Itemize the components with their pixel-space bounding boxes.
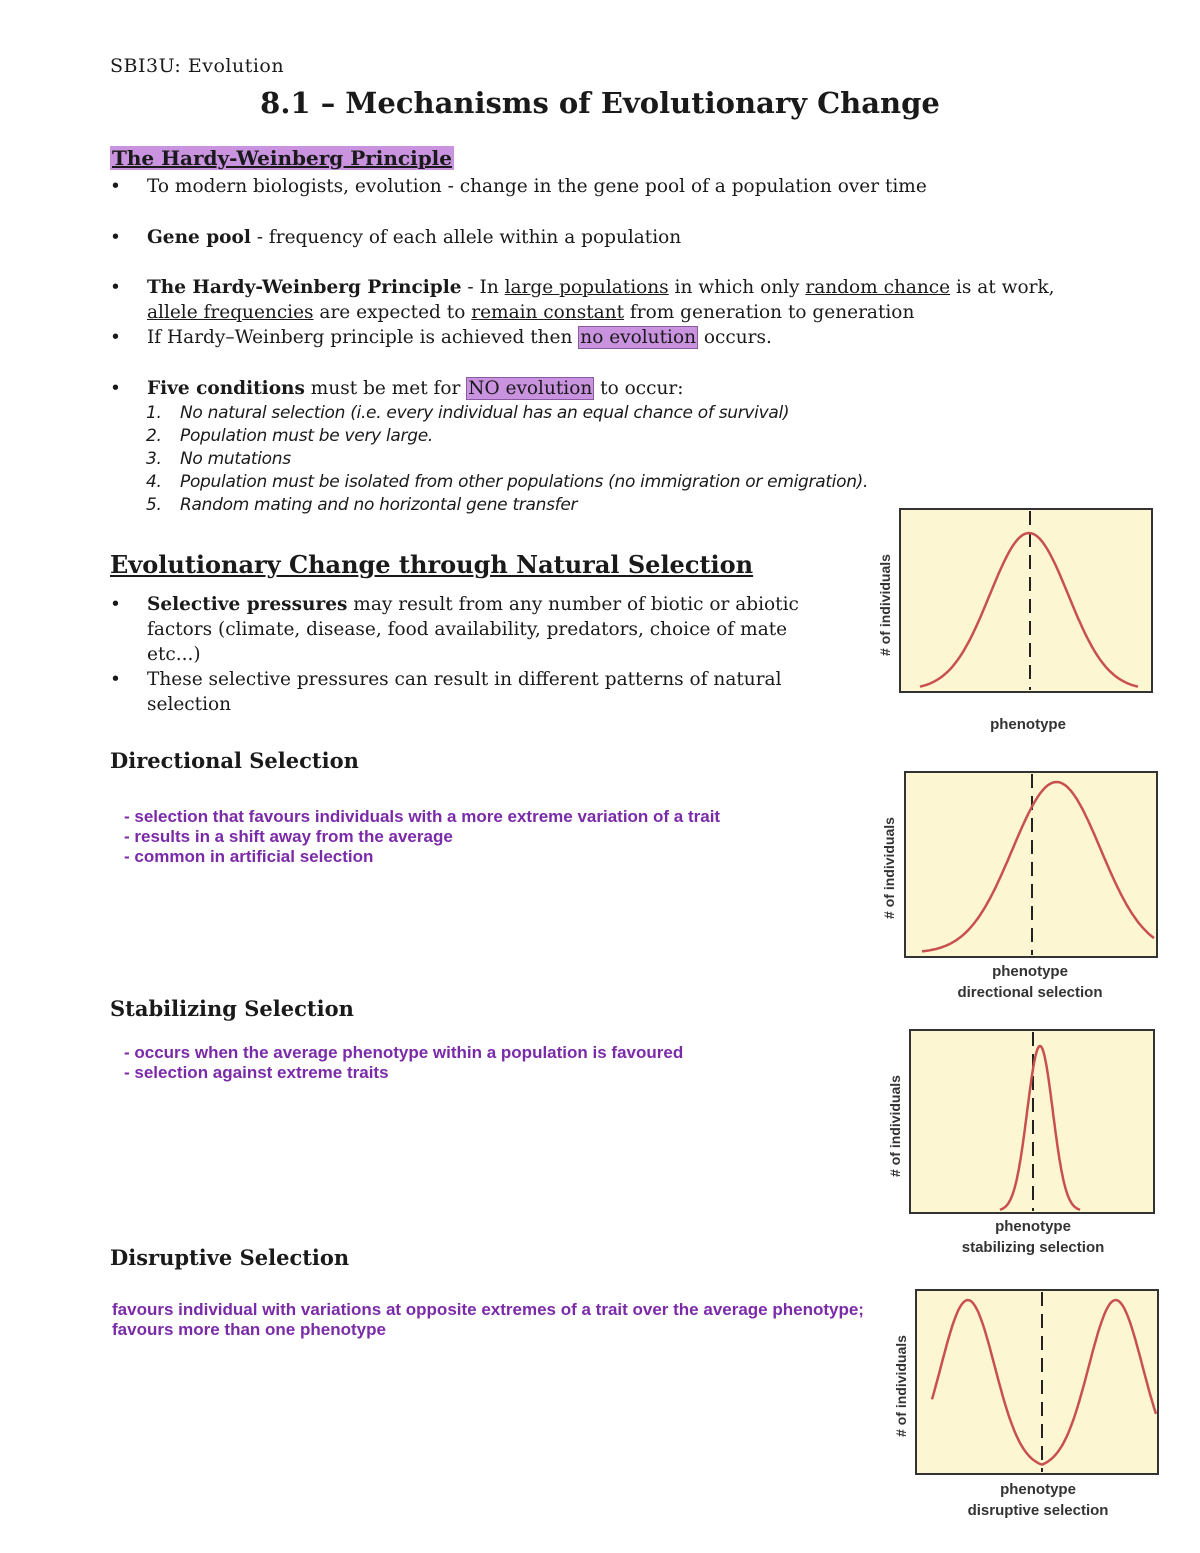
- definition-text: - frequency of each allele within a population: [250, 227, 682, 248]
- term: Selective pressures: [147, 594, 348, 615]
- item-text: Random mating and no horizontal gene transfer: [180, 495, 578, 515]
- x-axis-label: phenotype: [990, 716, 1066, 733]
- item-text: No natural selection (i.e. every individual has an equal chance of survival): [180, 403, 790, 423]
- conditions-list: [146, 402, 868, 517]
- condition-item: [146, 471, 868, 494]
- condition-item: [146, 425, 868, 448]
- y-axis-label: # of individuals: [887, 1075, 903, 1177]
- x-axis-label: phenotype: [995, 1218, 1071, 1235]
- chart-svg: [870, 505, 1170, 745]
- chart-caption: disruptive selection: [967, 1502, 1109, 1518]
- y-axis-label: # of individuals: [893, 1335, 909, 1437]
- ns-bullets: [110, 592, 830, 717]
- text: - In: [461, 277, 505, 298]
- selection-patterns-statement: • These selective pressures can result in different patterns of natural selection: [110, 667, 830, 717]
- underlined-term: large populations: [504, 277, 669, 298]
- chart-directional-selection: [870, 768, 1170, 1008]
- stabilizing-heading: Stabilizing Selection: [110, 996, 354, 1021]
- item-text: Population must be isolated from other populations (no immigration or emigration).: [180, 472, 869, 492]
- item-number: 1.: [146, 403, 162, 423]
- condition-item: [146, 448, 868, 471]
- note-line: - selection that favours individuals with a more extreme variation of a trait: [124, 807, 721, 826]
- item-number: 3.: [146, 449, 162, 469]
- note-line: - selection against extreme traits: [124, 1063, 389, 1082]
- text: If Hardy–Weinberg principle is achieved then: [147, 327, 579, 348]
- note-line: - common in artificial selection: [124, 847, 374, 866]
- text: is at work,: [950, 277, 1055, 298]
- hw-bullets-1: [110, 174, 1110, 199]
- item-number: 4.: [146, 472, 162, 492]
- note-line: favours individual with variations at opposite extremes of a trait over the average phenotype;: [112, 1300, 864, 1319]
- plot-area: [916, 1290, 1158, 1474]
- text: may result from any number of biotic or abiotic factors (climate, disease, food availability, predators, choice of mate etc...): [147, 594, 799, 665]
- chart-svg: [870, 1026, 1170, 1256]
- chart-svg: [870, 768, 1170, 1008]
- plot-area: [900, 509, 1152, 692]
- text: must be met for: [304, 378, 467, 399]
- term: Five conditions: [147, 378, 305, 399]
- x-axis-label: phenotype: [1000, 1481, 1076, 1498]
- item-number: 5.: [146, 495, 162, 515]
- item-text: No mutations: [180, 449, 291, 469]
- item-number: 2.: [146, 426, 162, 446]
- x-axis-label: phenotype: [992, 963, 1068, 980]
- condition-item: [146, 494, 868, 517]
- course-label: SBI3U: Evolution: [110, 55, 285, 77]
- term: Gene pool: [147, 227, 251, 248]
- chart-disruptive-selection: [870, 1286, 1170, 1518]
- note-line: - results in a shift away from the average: [124, 827, 453, 846]
- underlined-term: remain constant: [471, 302, 625, 323]
- chart-normal-distribution: [870, 505, 1170, 745]
- evolution-definition: • To modern biologists, evolution - change in the gene pool of a population over time: [110, 174, 1110, 199]
- directional-heading: Directional Selection: [110, 748, 359, 773]
- hw-achieved-statement: [110, 325, 1110, 350]
- text: occurs.: [698, 327, 772, 348]
- hw-principle-definition: [110, 275, 1110, 325]
- note-line: - occurs when the average phenotype within a population is favoured: [124, 1043, 684, 1062]
- selective-pressures-definition: [110, 592, 830, 667]
- chart-caption: directional selection: [957, 984, 1103, 1001]
- underlined-term: random chance: [805, 277, 951, 298]
- highlighted-term: NO evolution: [468, 378, 593, 399]
- note-line: favours more than one phenotype: [112, 1320, 386, 1339]
- directional-notes: [124, 807, 720, 867]
- condition-item: [146, 402, 868, 425]
- disruptive-notes: [112, 1300, 864, 1340]
- text: in which only: [668, 277, 806, 298]
- chart-stabilizing-selection: [870, 1026, 1170, 1256]
- hw-bullets-4: [110, 376, 1110, 401]
- gene-pool-definition: [110, 225, 1110, 250]
- natural-selection-heading: Evolutionary Change through Natural Selection: [110, 550, 754, 579]
- chart-svg: [870, 1286, 1170, 1518]
- text: from generation to generation: [624, 302, 915, 323]
- hardy-weinberg-heading: The Hardy-Weinberg Principle: [112, 146, 452, 170]
- disruptive-heading: Disruptive Selection: [110, 1245, 350, 1270]
- term: The Hardy-Weinberg Principle: [147, 277, 462, 298]
- underlined-term: allele frequencies: [147, 302, 314, 323]
- y-axis-label: # of individuals: [881, 817, 897, 919]
- stabilizing-notes: [124, 1043, 683, 1083]
- text: are expected to: [313, 302, 472, 323]
- y-axis-label: # of individuals: [877, 554, 893, 656]
- hw-bullets-3: [110, 275, 1110, 350]
- item-text: Population must be very large.: [180, 426, 433, 446]
- text: to occur:: [594, 378, 684, 399]
- highlighted-term: no evolution: [580, 327, 697, 348]
- chart-caption: stabilizing selection: [961, 1239, 1105, 1256]
- five-conditions-intro: [110, 376, 1110, 401]
- hw-bullets-2: [110, 225, 1110, 250]
- page-title: 8.1 – Mechanisms of Evolutionary Change: [260, 86, 940, 120]
